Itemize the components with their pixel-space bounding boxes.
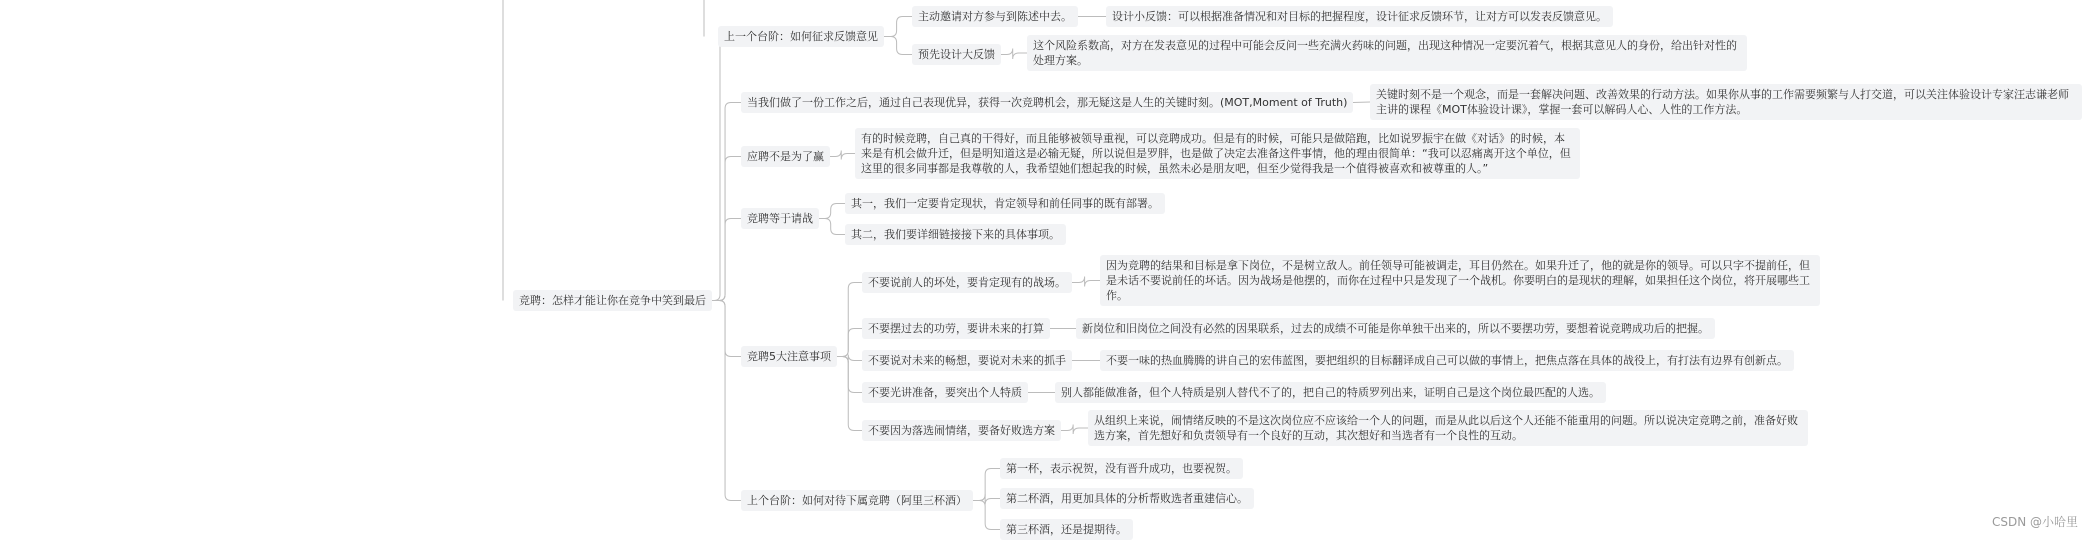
- connector-line: [837, 357, 862, 431]
- note-dont-criticize-detail[interactable]: 因为竞聘的结果和目标是拿下岗位，不是树立敌人。前任领导可能被调走，耳目仍然在。如果升迁了，他的就是你的领导。可以只字不提前任，但是未话不要说前任的坏话。因为战场是他摆的，而你在过程中只是发现了一个战机。你要明白的是现状的理解，如果担任这个岗位，将开展哪些工作。: [1100, 255, 1820, 306]
- branch-request-battle[interactable]: 竞聘等于请战: [741, 208, 819, 229]
- connector-line: [830, 151, 855, 160]
- root-topic[interactable]: 竞聘：怎样才能让你在竞争中笑到最后: [513, 290, 712, 311]
- connector-line: [712, 301, 741, 501]
- note-future-plan-detail[interactable]: 新岗位和旧岗位之间没有必然的因果联系，过去的成绩不可能是你单独干出来的，所以不要摆功劳，要想着说竞聘成功后的把握。: [1076, 318, 1715, 339]
- cup-first[interactable]: 第一杯，表示祝贺，没有晋升成功，也要祝贺。: [1000, 458, 1243, 479]
- request-battle-first[interactable]: 其一，我们一定要肯定现状，肯定领导和前任同事的既有部署。: [845, 193, 1165, 214]
- connector-line: [712, 157, 741, 301]
- connector-line: [1072, 277, 1100, 287]
- connector-line: [819, 204, 845, 219]
- connector-line: [884, 37, 912, 55]
- branch-three-cups[interactable]: 上个台阶：如何对待下属竞聘（阿里三杯酒）: [741, 490, 973, 511]
- connector-line: [712, 37, 726, 301]
- note-dont-criticize[interactable]: 不要说前人的坏处，要肯定现有的战场。: [862, 272, 1072, 293]
- connector-line: [973, 501, 1000, 530]
- connector-line: [837, 357, 862, 393]
- connector-line: [712, 103, 741, 301]
- cup-third[interactable]: 第三杯酒，还是提期待。: [1000, 519, 1133, 540]
- connector-line: [712, 219, 741, 301]
- note-defeat-plan-detail[interactable]: 从组织上来说，闹情绪反映的不是这次岗位应不应该给一个人的问题，而是从此以后这个人还能不能重用的问题。所以说决定竞聘之前，准备好败选方案，首先想好和负责领导有一个良好的互动，其次想好和当选者有一个良性的互动。: [1088, 410, 1808, 446]
- connector-line: [837, 355, 862, 363]
- connector-line: [1353, 102, 1370, 103]
- mot-explanation[interactable]: 关键时刻不是一个观念，而是一套解决问题、改善效果的行动方法。如果你从事的工作需要频繁与人打交道，可以关注体验设计专家汪志谦老师主讲的课程《MOT体验设计课》，掌握一套可以解码人心、人性的工作方法。: [1370, 84, 2082, 120]
- request-battle-second[interactable]: 其二，我们要详细链接接下来的具体事项。: [845, 224, 1066, 245]
- connector-line: [837, 329, 862, 357]
- connector-line: [1061, 425, 1088, 435]
- connector-line: [884, 17, 912, 37]
- branch-mot[interactable]: 当我们做了一份工作之后，通过自己表现优异，获得一次竞聘机会，那无疑这是人生的关键时刻。(MOT,Moment of Truth): [741, 92, 1353, 113]
- note-personal-trait[interactable]: 不要光讲准备，要突出个人特质: [862, 382, 1028, 403]
- connector-line: [712, 301, 741, 357]
- note-defeat-plan[interactable]: 不要因为落选闹情绪，要备好败选方案: [862, 420, 1061, 441]
- connector-line: [837, 283, 862, 357]
- branch-feedback[interactable]: 上一个台阶：如何征求反馈意见: [718, 26, 884, 47]
- note-personal-trait-detail[interactable]: 别人都能做准备，但个人特质是别人替代不了的，把自己的特质罗列出来，证明自己是这个岗位最匹配的人选。: [1055, 382, 1606, 403]
- watermark-text: CSDN @小哈里: [1991, 515, 2078, 529]
- feedback-big-design[interactable]: 预先设计大反馈: [912, 44, 1001, 65]
- connector-line: [819, 219, 845, 235]
- note-future-grip[interactable]: 不要说对未来的畅想，要说对未来的抓手: [862, 350, 1072, 371]
- cup-second[interactable]: 第二杯酒，用更加具体的分析帮败选者重建信心。: [1000, 488, 1254, 509]
- branch-not-to-win[interactable]: 应聘不是为了赢: [741, 146, 830, 167]
- feedback-small-design[interactable]: 设计小反馈：可以根据准备情况和对目标的把握程度，设计征求反馈环节，让对方可以发表反馈意见。: [1106, 6, 1613, 27]
- note-future-plan[interactable]: 不要摆过去的功劳，要讲未来的打算: [862, 318, 1050, 339]
- not-to-win-story[interactable]: 有的时候竞聘，自己真的干得好，而且能够被领导重视，可以竞聘成功。但是有的时候，可能只是做陪跑，比如说罗振宇在做《对话》的时候，本来是有机会做升迁，但是明知道这是必输无疑，所以说但是罗胖，也是做了决定去准备这件事情，他的理由很简单：“我可以忍痛离开这个单位，但这里的很多同事都是我尊敬的人，我希望她们想起我的时候，虽然未必是朋友吧，但至少觉得我是一个值得被喜欢和被尊重的人。”: [855, 128, 1580, 179]
- connector-line: [973, 495, 1000, 505]
- branch-five-notes[interactable]: 竞聘5大注意事项: [741, 346, 837, 367]
- feedback-invite[interactable]: 主动邀请对方参与到陈述中去。: [912, 6, 1078, 27]
- feedback-big-risk[interactable]: 这个风险系数高，对方在发表意见的过程中可能会反问一些充满火药味的问题，出现这种情况一定要沉着气，根据其意见人的身份，给出针对性的处理方案。: [1027, 35, 1747, 71]
- connector-line: [973, 469, 1000, 501]
- note-future-grip-detail[interactable]: 不要一味的热血腾腾的讲自己的宏伟蓝图，要把组织的目标翻译成自己可以做的事情上，把焦点落在具体的战役上，有打法有边界有创新点。: [1100, 350, 1794, 371]
- connector-line: [1001, 49, 1027, 60]
